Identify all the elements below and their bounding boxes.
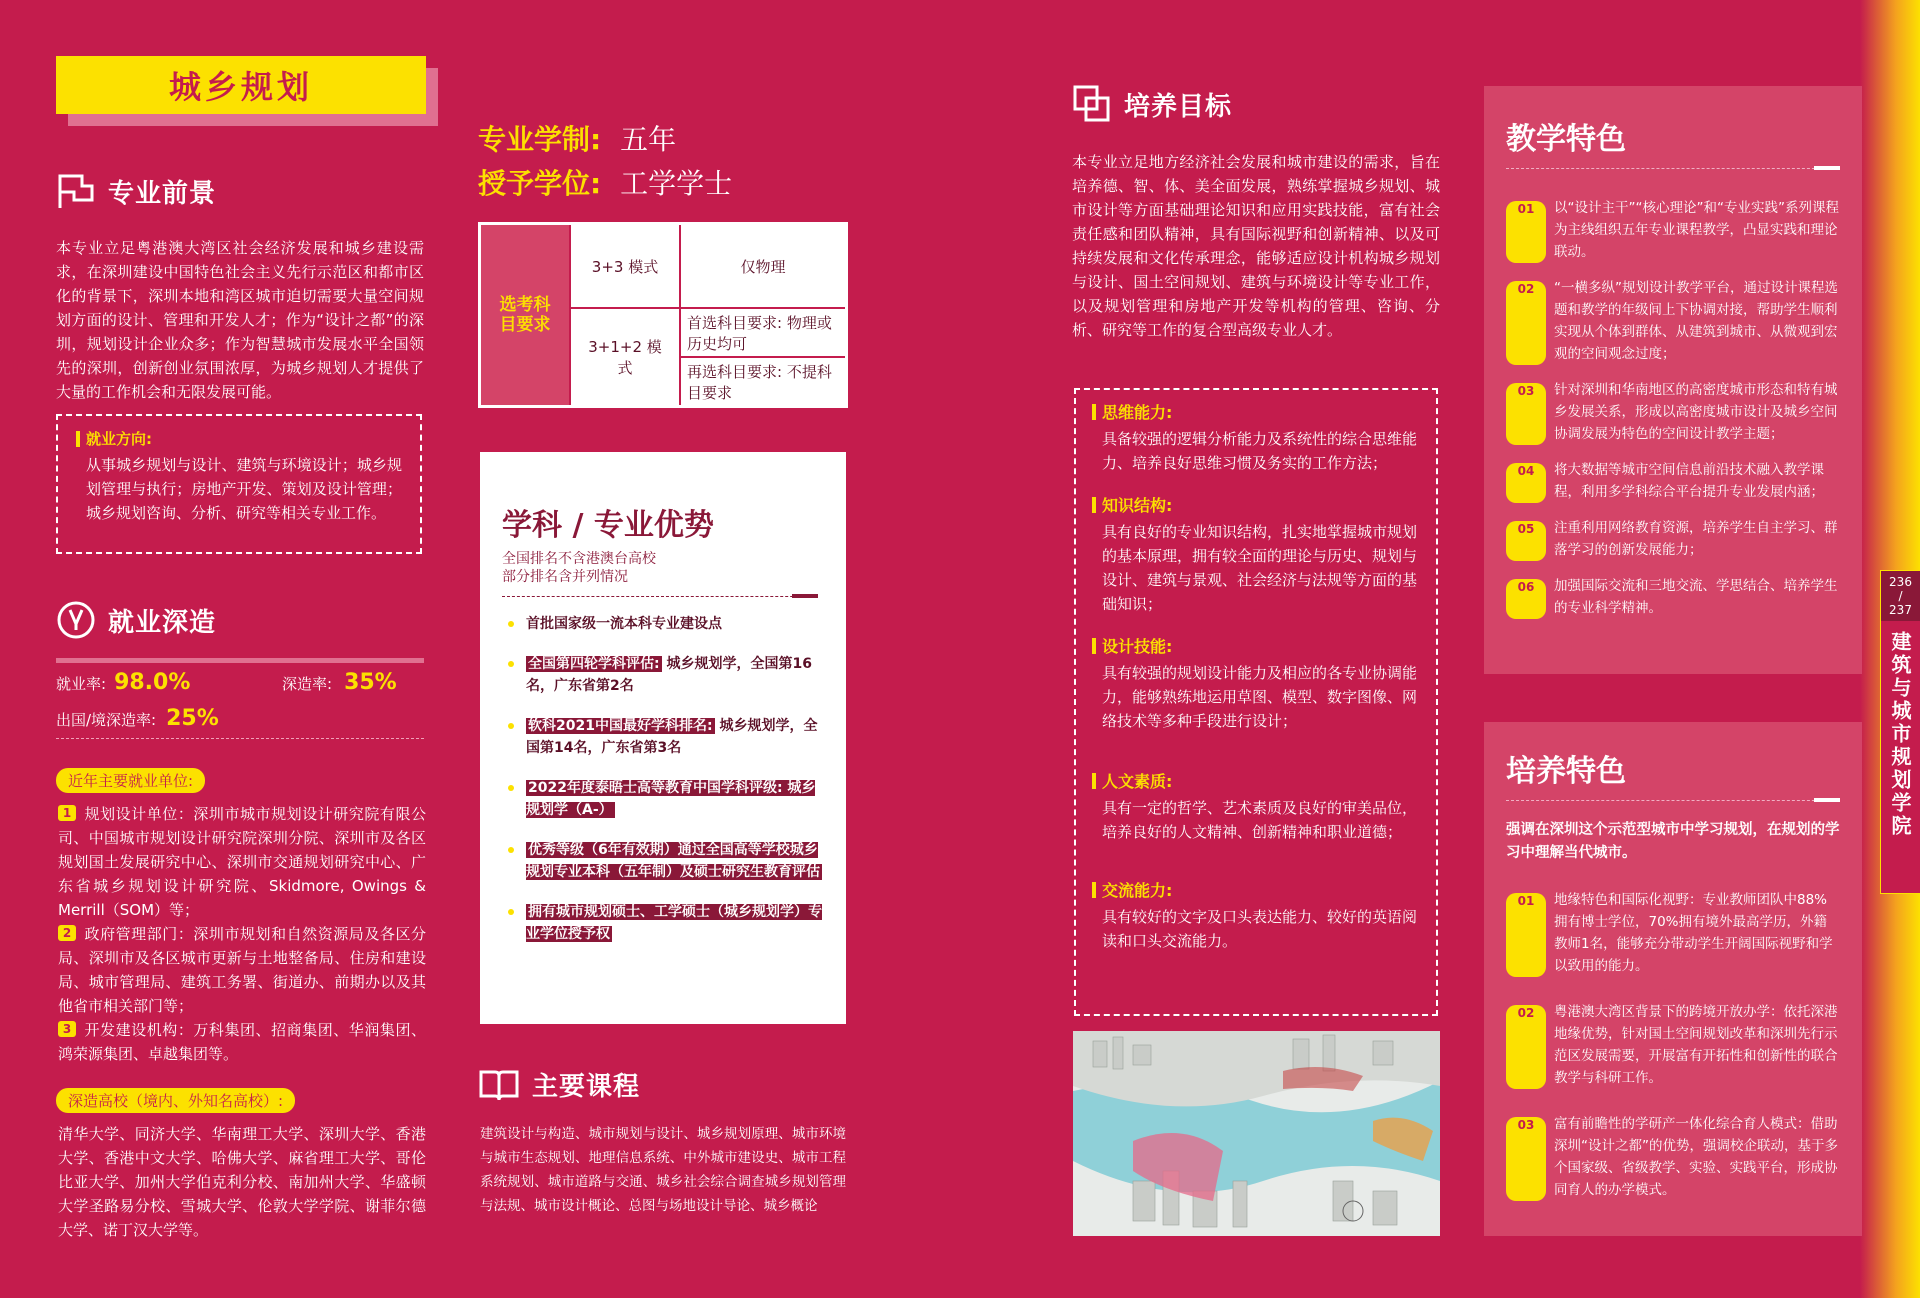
side-tab: [1880, 570, 1920, 894]
units-pill: 近年主要就业单位:: [56, 768, 205, 793]
teaching-item-6: 06 加强国际交流和三地交流、学思结合、培养学生的专业科学精神。: [1506, 575, 1840, 619]
major-title-banner: [56, 56, 426, 114]
cultivation-lead: 强调在深圳这个示范型城市中学习规划，在规划的学习中理解当代城市。: [1506, 822, 1840, 861]
advantage-item-3: 软科2021中国最好学科排名: 城乡规划学，全国第14名，广东省第3名: [502, 715, 824, 759]
flag-icon: [56, 172, 96, 210]
schools-pill: 深造高校（境内、外知名高校）:: [56, 1088, 295, 1113]
direction-box: [56, 414, 422, 554]
goal-heading: [1072, 84, 1232, 124]
teaching-panel: [1484, 86, 1862, 674]
advantage-item-4: 2022年度泰晤士高等教育中国学科评级: 城乡规划学（A-）: [502, 777, 824, 821]
employ-rate: 就业率: 98.0%: [56, 670, 191, 695]
capability-box: [1074, 388, 1438, 1016]
duration-line: 专业学制: 五年: [478, 123, 677, 156]
mode1-label: 3+3 模式: [570, 224, 680, 309]
mode2-label: 3+1+2 模式: [570, 308, 680, 406]
courses-title: 主要课程: [532, 1072, 641, 1102]
units-list: [58, 802, 426, 1066]
cap-item-1: 思维能力: 具备较强的逻辑分析能力及系统性的综合思维能力、培养良好思维习惯及务实的工作方法；: [1092, 400, 1420, 475]
abroad-rate-value: 25%: [166, 706, 219, 731]
cap-item-4: 人文素质: 具有一定的哲学、艺术素质及良好的审美品位，培养良好的人文精神、创新精神和职业道德；: [1092, 769, 1420, 844]
degree-line: 授予学位: 工学学士: [478, 167, 733, 200]
cap-item-3: 设计技能: 具有较强的规划设计能力及相应的各专业协调能力，能够熟练地运用草图、模型、数字图像、网络技术等多种手段进行设计；: [1092, 634, 1420, 733]
goal-body: 本专业立足地方经济社会发展和城市建设的需求，旨在培养德、智、体、美全面发展，熟练掌握城乡规划、城市设计等方面基础理论知识和应用实践技能，富有社会责任感和团队精神，具有国际视野和创新精神、以及可持续发展和文化传承理念，能够适应设计机构城乡规划与设计、国土空间规划、建筑与环境设计等专业工作，以及规划管理和房地产开发等机构的管理、咨询、分析、研究等工作的复合型高级专业人才。: [1072, 153, 1440, 339]
teaching-item-4: 04 将大数据等城市空间信息前沿技术融入教学课程，利用多学科综合平台提升专业发展内涵；: [1506, 459, 1840, 503]
prospect-body: 本专业立足粤港澳大湾区社会经济发展和城乡建设需求，在深圳建设中国特色社会主义先行示范区和都市区化的背景下，深圳本地和湾区城市迫切需要大量空间规划方面的设计、管理和开发人才；作为“设计之都”的深圳，规划设计企业众多；作为智慧城市发展水平全国领先的深圳，创新创业氛围浓厚，为城乡规划人才提供了大量的工作机会和无限发展可能。: [56, 239, 424, 401]
college-name: 建筑与城市规划学院: [1888, 631, 1912, 838]
cap-item-5: 交流能力: 具有较好的文字及口头表达能力、较好的英语阅读和口头交流能力。: [1092, 878, 1420, 953]
subject-requirement-table: [478, 222, 848, 408]
unit-item-1: 1 规划设计单位：深圳市城市规划设计研究院有限公司、中国城市规划设计研究院深圳分院、深圳市及各区规划国土发展研究中心、深圳市交通规划研究中心、广东省城乡规划设计研究院、Skidmore, Owings & Merrill（SOM）等；: [58, 805, 426, 919]
unit-item-3: 3 开发建设机构：万科集团、招商集团、华润集团、鸿荣源集团、卓越集团等。: [58, 1021, 426, 1063]
major-title: 城乡规划: [168, 68, 313, 106]
cultivation-item-3: 03 富有前瞻性的学研产一体化综合育人模式：借助深圳“设计之都”的优势，强调校企联动，基于多个国家级、省级教学、实验、实践平台，形成协同育人的办学模式。: [1506, 1113, 1840, 1201]
courses-heading: [478, 1066, 640, 1103]
advantage-item-5: 优秀等级（6年有效期）通过全国高等学校城乡规划专业本科（五年制）及硕士研究生教育评估: [502, 839, 824, 883]
abroad-rate: 出国/境深造率: 25%: [56, 706, 219, 731]
study-rate: 深造率: 35%: [282, 670, 397, 695]
medal-icon: [56, 600, 96, 640]
teaching-item-5: 05 注重利用网络教育资源，培养学生自主学习、群落学习的创新发展能力；: [1506, 517, 1840, 561]
page-number: 236 / 237: [1881, 571, 1920, 621]
unit-item-2: 2 政府管理部门：深圳市规划和自然资源局及各区分局、深圳市及各区城市更新与土地整备局、住房和建设局、城市管理局、建筑工务署、街道办、前期办以及其他省市相关部门等；: [58, 925, 426, 1015]
book-icon: [478, 1068, 520, 1102]
teaching-divider: [1506, 168, 1840, 169]
cultivation-divider: [1506, 800, 1840, 801]
cultivation-item-1: 01 地缘特色和国际化视野：专业教师团队中88%拥有博士学位，70%拥有境外最高学历，外籍教师1名，能够充分带动学生开阔国际视野和学以致用的能力。: [1506, 889, 1840, 977]
req-side-label: 选考科目要求: [480, 224, 571, 407]
cultivation-title: 培养特色: [1506, 754, 1626, 789]
employ-rate-value: 98.0%: [114, 670, 191, 695]
cultivation-panel: [1484, 722, 1862, 1236]
employment-heading: [56, 600, 216, 640]
city-aerial-image: [1073, 1031, 1440, 1236]
advantage-item-2: 全国第四轮学科评估: 城乡规划学，全国第16名，广东省第2名: [502, 653, 824, 697]
teaching-item-2: 02 “一横多纵”规划设计教学平台，通过设计课程选题和教学的年级间上下协调对接，帮助学生顺利实现从个体到群体、从建筑到城市、从微观到宏观的空间观念过度；: [1506, 277, 1840, 365]
advantage-sub2: 部分排名含并列情况: [502, 569, 628, 585]
courses-body: 建筑设计与构造、城市规划与设计、城乡规划原理、城市环境与城市生态规划、地理信息系统、中外城市建设史、城市工程系统规划、城市道路与交通、城乡社会综合调查城乡规划管理与法规、城市设计概论、总图与场地设计导论、城乡概论: [480, 1126, 846, 1214]
cap-item-2: 知识结构: 具有良好的专业知识结构，扎实地掌握城市规划的基本原理，拥有较全面的理论与历史、规划与设计、建筑与景观、社会经济与法规等方面的基础知识；: [1092, 493, 1420, 616]
mode2-req1: 首选科目要求: 物理或历史均可: [680, 308, 847, 357]
layers-icon: [1072, 84, 1112, 124]
advantage-item-1: 首批国家级一流本科专业建设点: [502, 613, 824, 635]
employment-rule: [56, 658, 424, 663]
goal-title: 培养目标: [1124, 91, 1233, 122]
teaching-item-1: 01 以“设计主干”“核心理论”和“专业实践”系列课程为主线组织五年专业课程教学，凸显实践和理论联动。: [1506, 197, 1840, 263]
teaching-item-3: 03 针对深圳和华南地区的高密度城市形态和特有城乡发展关系，形成以高密度城市设计及城乡空间协调发展为特色的空间设计教学主题；: [1506, 379, 1840, 445]
advantage-card: [480, 452, 846, 1024]
mode2-req2: 再选科目要求: 不提科目要求: [680, 357, 847, 406]
mode1-req: 仅物理: [680, 224, 847, 309]
teaching-title: 教学特色: [1506, 122, 1626, 157]
study-rate-value: 35%: [344, 670, 397, 695]
cultivation-item-2: 02 粤港澳大湾区背景下的跨境开放办学：依托深港地缘优势，针对国土空间规划改革和深圳先行示范区发展需要，开展富有开拓性和创新性的联合教学与科研工作。: [1506, 1001, 1840, 1089]
schools-body: 清华大学、同济大学、华南理工大学、深圳大学、香港大学、香港中文大学、哈佛大学、麻省理工大学、哥伦比亚大学、加州大学伯克利分校、南加州大学、华盛顿大学圣路易分校、雪城大学、伦敦大学学院、谢菲尔德大学、诺丁汉大学等。: [58, 1125, 426, 1239]
direction-body: 从事城乡规划与设计、建筑与环境设计；城乡规划管理与执行；房地产开发、策划及设计管理；城乡规划咨询、分析、研究等相关专业工作。: [86, 456, 402, 522]
rates-divider: [56, 738, 424, 739]
employment-title: 就业深造: [108, 607, 217, 638]
prospect-title: 专业前景: [108, 178, 217, 209]
advantage-sub1: 全国排名不含港澳台高校: [502, 551, 656, 567]
advantage-title: 学科 / 专业优势: [502, 508, 714, 543]
advantage-divider: [502, 596, 818, 597]
advantage-item-6: 拥有城市规划硕士、工学硕士（城乡规划学）专业学位授予权: [502, 901, 824, 945]
prospect-heading: [56, 172, 216, 210]
direction-label: 就业方向:: [76, 428, 402, 449]
